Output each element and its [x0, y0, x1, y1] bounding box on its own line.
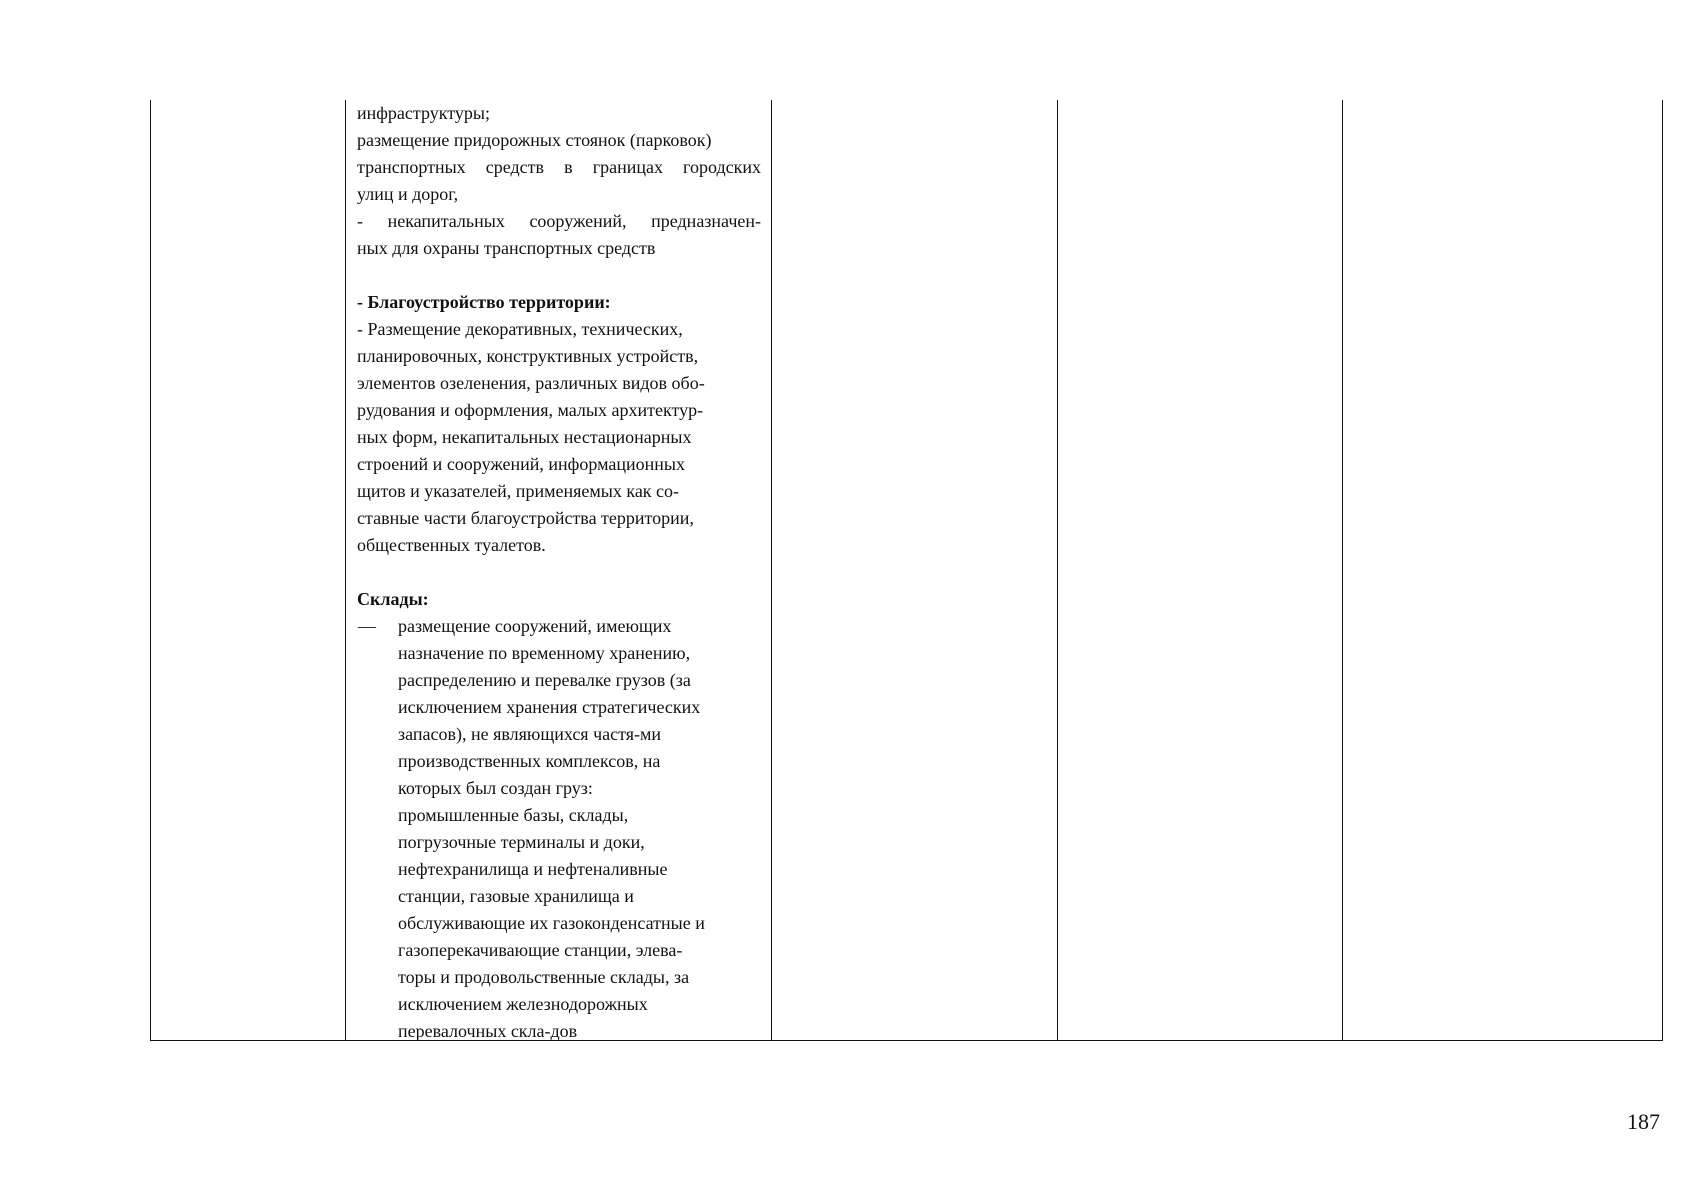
warehouses-list-item — [357, 613, 761, 1045]
landscaping-text — [357, 316, 761, 559]
text-line: строений и сооружений, информационных — [357, 454, 685, 474]
text-line: торы и продовольственные склады, за — [398, 967, 690, 987]
text-line: исключением железнодорожных — [398, 994, 648, 1014]
table-cell-col-4 — [1057, 100, 1342, 1040]
text-line: транспортных средств в границах городских — [357, 157, 761, 177]
text-line: производственных комплексов, на — [398, 751, 661, 771]
text-line: исключением хранения стратегических — [398, 697, 701, 717]
text-line: - некапитальных сооружений, предназначен- — [357, 211, 761, 231]
warehouses-heading: Склады: — [357, 589, 429, 609]
text-line: распределению и перевалке грузов (за — [398, 670, 691, 690]
text-line: ставные части благоустройства территории, — [357, 508, 694, 528]
table-cell-col-5 — [1342, 100, 1664, 1040]
text-line: которых был создан груз: — [398, 778, 593, 798]
text-line: элементов озеленения, различных видов обо- — [357, 373, 705, 393]
text-line: размещение придорожных стоянок (парковок) — [357, 130, 712, 150]
road-infrastructure-text — [357, 100, 761, 262]
column-divider-1 — [345, 100, 346, 1040]
table-cell-col-1 — [151, 100, 345, 1040]
page-number: 187 — [1627, 1109, 1660, 1134]
text-line: щитов и указателей, применяемых как со- — [357, 481, 680, 501]
text-line: обслуживающие их газоконденсатные и — [398, 913, 705, 933]
dash-bullet: — — [358, 616, 376, 636]
text-line: ных форм, некапитальных нестационарных — [357, 427, 692, 447]
text-line: станции, газовые хранилища и — [398, 886, 634, 906]
land-use-table — [150, 100, 1663, 1041]
text-line: инфраструктуры; — [357, 103, 490, 123]
text-line: запасов), не являющихся частя-ми — [398, 724, 662, 744]
text-line: улиц и дорог, — [357, 184, 459, 204]
text-line: перевалочных скла-дов — [398, 1021, 578, 1041]
table-cell-col-2 — [357, 100, 761, 1045]
text-line: размещение сооружений, имеющих — [398, 616, 672, 636]
text-line: ных для охраны транспортных средств — [357, 238, 656, 258]
text-line: рудования и оформления, малых архитектур- — [357, 400, 704, 420]
text-line: промышленные базы, склады, — [398, 805, 629, 825]
text-line: погрузочные терминалы и доки, — [398, 832, 645, 852]
table-cell-col-3 — [771, 100, 1057, 1040]
landscaping-heading: - Благоустройство территории: — [357, 292, 611, 312]
text-line: нефтехранилища и нефтеналивные — [398, 859, 668, 879]
text-line: общественных туалетов. — [357, 535, 546, 555]
text-line: назначение по временному хранению, — [398, 643, 691, 663]
text-line: планировочных, конструктивных устройств, — [357, 346, 699, 366]
text-line: газоперекачивающие станции, элева- — [398, 940, 683, 960]
text-line: - Размещение декоративных, технических, — [357, 319, 683, 339]
